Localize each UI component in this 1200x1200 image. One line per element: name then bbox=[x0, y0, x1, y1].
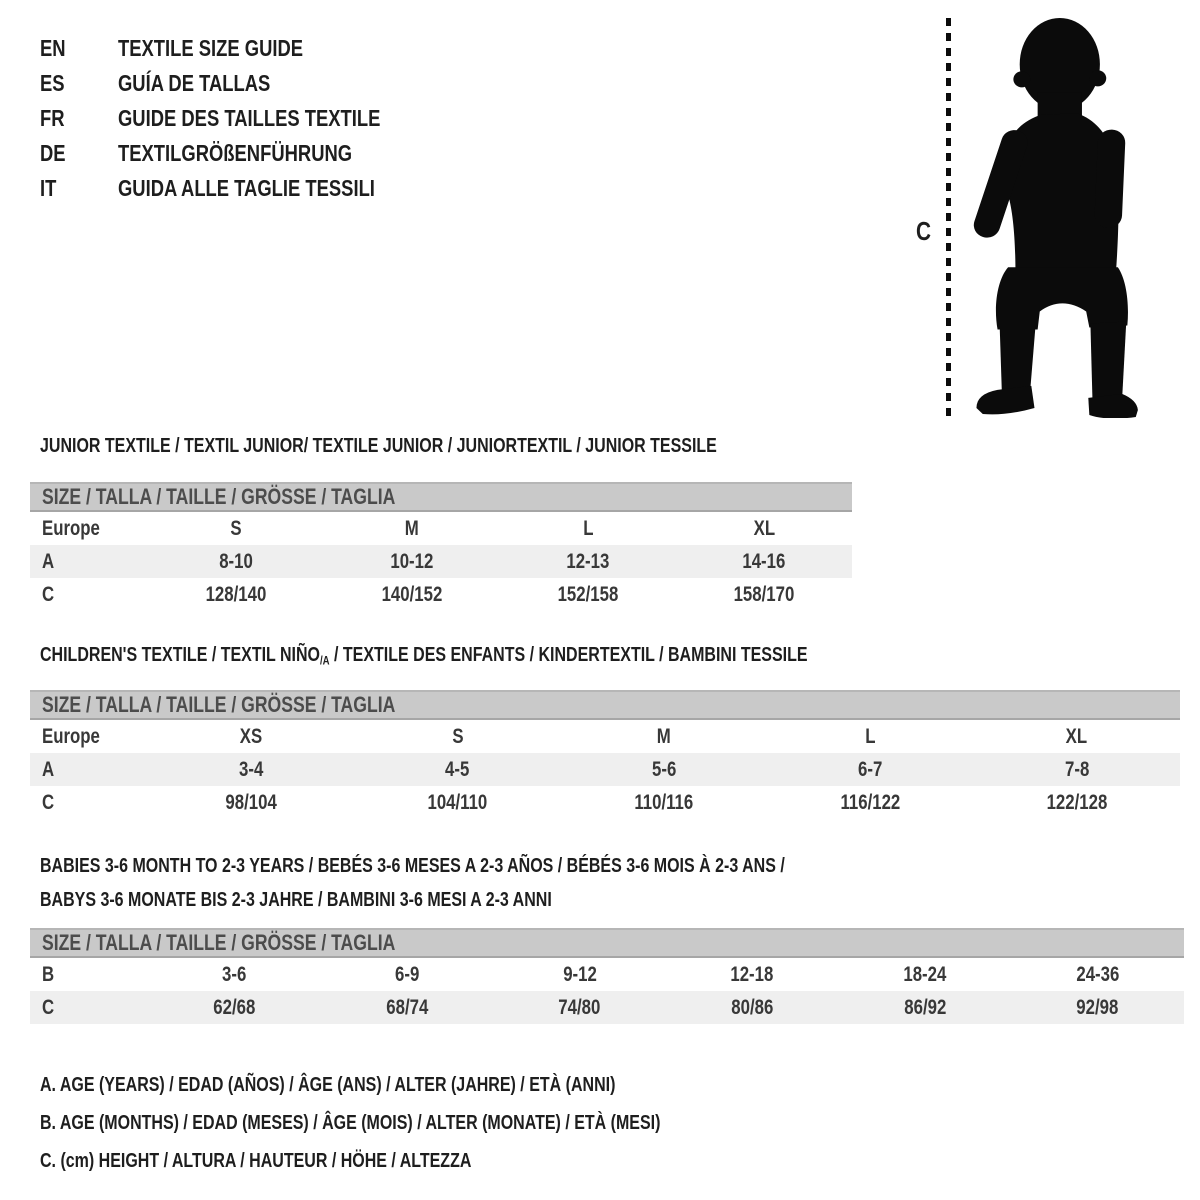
table-row bbox=[30, 512, 852, 545]
age-months-value: 12-18 bbox=[730, 962, 774, 986]
row-label: Europe bbox=[42, 724, 100, 748]
language-title: TEXTILGRÖßENFÜHRUNG bbox=[118, 140, 353, 166]
language-code: IT bbox=[40, 175, 57, 201]
height-value: 116/122 bbox=[840, 790, 901, 814]
size-value: M bbox=[405, 516, 419, 540]
size-value: L bbox=[865, 724, 876, 748]
height-value: 158/170 bbox=[733, 582, 795, 606]
table-row bbox=[30, 786, 1180, 819]
children-size-table bbox=[30, 690, 1180, 819]
age-months-value: 18-24 bbox=[903, 962, 947, 986]
row-label: C bbox=[42, 582, 55, 606]
language-code: FR bbox=[40, 105, 65, 131]
row-label: C bbox=[42, 790, 55, 814]
toddler-silhouette-icon bbox=[968, 16, 1140, 418]
table-row bbox=[30, 991, 1184, 1024]
children-section-title: CHILDREN'S TEXTILE / TEXTIL $NIÑO_{/A}$ / TEXTILE DES ENFANTS / KINDERTEXTIL / BAMBINI TESSILE bbox=[40, 644, 808, 668]
age-value: 14-16 bbox=[742, 549, 786, 573]
height-measure-dashed-line bbox=[946, 18, 951, 416]
table-row bbox=[30, 958, 1184, 991]
language-title-list bbox=[40, 31, 446, 206]
junior-size-header: SIZE / TALLA / TAILLE / GRÖSSE / TAGLIA bbox=[42, 484, 396, 509]
language-title: GUIDE DES TAILLES TEXTILE bbox=[118, 105, 381, 131]
babies-title-line-2: BABYS 3-6 MONATE BIS 2-3 JAHRE / BAMBINI 3-6 MESI A 2-3 ANNI bbox=[40, 889, 552, 911]
size-value: M bbox=[656, 724, 671, 748]
language-row-fr bbox=[40, 101, 446, 136]
legend-height-cm: C. (cm) HEIGHT / ALTURA / HAUTEUR / HÖHE / ALTEZZA bbox=[40, 1149, 472, 1172]
row-label: A bbox=[42, 549, 55, 573]
language-code: EN bbox=[40, 35, 66, 61]
junior-section-title: JUNIOR TEXTILE / TEXTIL JUNIOR/ TEXTILE JUNIOR / JUNIORTEXTIL / JUNIOR TESSILE bbox=[40, 435, 717, 457]
row-label: C bbox=[42, 995, 55, 1019]
language-row-de bbox=[40, 136, 446, 171]
age-value: 7-8 bbox=[1064, 757, 1089, 781]
age-months-value: 6-9 bbox=[394, 962, 420, 986]
row-label: Europe bbox=[42, 516, 100, 540]
language-code: DE bbox=[40, 140, 66, 166]
height-value: 152/158 bbox=[557, 582, 619, 606]
row-label: A bbox=[42, 757, 55, 781]
table-row bbox=[30, 720, 1180, 753]
height-value: 68/74 bbox=[385, 995, 429, 1019]
language-title: GUIDA ALLE TAGLIE TESSILI bbox=[118, 175, 375, 201]
legend-age-months: B. AGE (MONTHS) / EDAD (MESES) / ÂGE (MOIS) / ALTER (MONATE) / ETÀ (MESI) bbox=[40, 1111, 661, 1134]
babies-size-table bbox=[30, 928, 1184, 1024]
height-value: 74/80 bbox=[558, 995, 601, 1019]
height-value: 86/92 bbox=[903, 995, 947, 1019]
children-title-subscript: /A bbox=[319, 653, 330, 668]
language-row-en bbox=[40, 31, 446, 66]
height-value: 140/152 bbox=[381, 582, 443, 606]
size-value: S bbox=[230, 516, 242, 540]
height-value: 110/116 bbox=[634, 790, 694, 814]
table-row bbox=[30, 578, 852, 611]
language-row-it bbox=[40, 171, 446, 206]
language-title: TEXTILE SIZE GUIDE bbox=[118, 35, 304, 61]
size-value: XS bbox=[239, 724, 263, 748]
babies-title-line-1: BABIES 3-6 MONTH TO 2-3 YEARS / BEBÉS 3-6 MESES A 2-3 AÑOS / BÉBÉS 3-6 MOIS À 2-3 ANS / bbox=[40, 855, 785, 877]
height-value: 104/110 bbox=[427, 790, 488, 814]
children-size-header: SIZE / TALLA / TAILLE / GRÖSSE / TAGLIA bbox=[42, 692, 396, 717]
height-value: 62/68 bbox=[213, 995, 256, 1019]
height-measure-label: C bbox=[916, 216, 932, 246]
size-value: XL bbox=[1066, 724, 1088, 748]
age-value: 10-12 bbox=[390, 549, 434, 573]
size-value: L bbox=[582, 516, 594, 540]
junior-size-table bbox=[30, 482, 852, 611]
height-value: 122/128 bbox=[1046, 790, 1108, 814]
age-months-value: 3-6 bbox=[222, 962, 247, 986]
height-value: 98/104 bbox=[225, 790, 277, 814]
size-value: S bbox=[451, 724, 464, 748]
language-title: GUÍA DE TALLAS bbox=[118, 70, 271, 96]
height-value: 92/98 bbox=[1076, 995, 1119, 1019]
table-row bbox=[30, 753, 1180, 786]
legend-age-years: A. AGE (YEARS) / EDAD (AÑOS) / ÂGE (ANS) / ALTER (JAHRE) / ETÀ (ANNI) bbox=[40, 1073, 616, 1096]
babies-section-title bbox=[40, 849, 971, 917]
age-value: 4-5 bbox=[445, 757, 470, 781]
height-value: 128/140 bbox=[205, 582, 267, 606]
age-months-value: 24-36 bbox=[1076, 962, 1120, 986]
table-row bbox=[30, 545, 852, 578]
height-value: 80/86 bbox=[731, 995, 774, 1019]
age-value: 5-6 bbox=[651, 757, 677, 781]
age-value: 6-7 bbox=[858, 757, 883, 781]
language-code: ES bbox=[40, 70, 65, 96]
age-months-value: 9-12 bbox=[562, 962, 597, 986]
size-value: XL bbox=[753, 516, 775, 540]
row-label: B bbox=[42, 962, 55, 986]
age-value: 3-4 bbox=[239, 757, 264, 781]
babies-size-header: SIZE / TALLA / TAILLE / GRÖSSE / TAGLIA bbox=[42, 930, 396, 955]
measurement-legend bbox=[40, 1066, 816, 1180]
age-value: 12-13 bbox=[566, 549, 610, 573]
age-value: 8-10 bbox=[219, 549, 253, 573]
language-row-es bbox=[40, 66, 446, 101]
